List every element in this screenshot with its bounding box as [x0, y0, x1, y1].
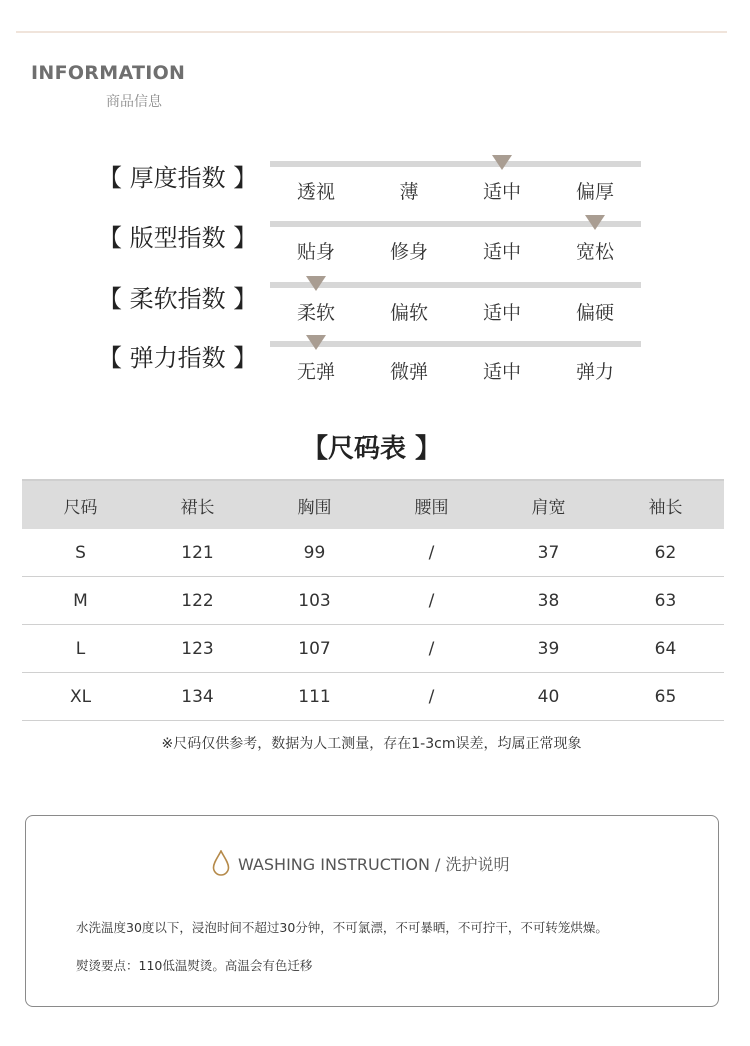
size-chart-title: 【尺码表 】: [301, 434, 442, 464]
index-option: 薄: [399, 181, 419, 203]
washing-header: [212, 848, 510, 878]
table-cell: 134: [139, 673, 256, 721]
table-cell: 65: [607, 673, 724, 721]
size-table: [22, 479, 724, 721]
index-option: 透视: [296, 181, 335, 203]
index-label: 【 柔软指数 】: [98, 285, 258, 313]
index-option: 适中: [482, 361, 521, 383]
table-cell: /: [373, 529, 490, 577]
column-header: 肩宽: [490, 480, 607, 529]
table-cell: M: [22, 577, 139, 625]
index-option: 贴身: [296, 241, 335, 263]
table-cell: 38: [490, 577, 607, 625]
index-option: 宽松: [575, 241, 614, 263]
column-header: 胸围: [256, 480, 373, 529]
table-cell: 122: [139, 577, 256, 625]
table-cell: 39: [490, 625, 607, 673]
index-label: 【 厚度指数 】: [98, 164, 258, 192]
table-cell: /: [373, 673, 490, 721]
table-cell: L: [22, 625, 139, 673]
table-cell: 107: [256, 625, 373, 673]
index-option: 偏硬: [575, 302, 614, 324]
index-option: 偏软: [389, 302, 428, 324]
washing-title: WASHING INSTRUCTION / 洗护说明: [238, 854, 510, 874]
table-cell: 64: [607, 625, 724, 673]
info-title: INFORMATION: [31, 62, 186, 84]
index-option: 弹力: [575, 361, 614, 383]
index-option: 适中: [482, 302, 521, 324]
index-option: 适中: [482, 181, 521, 203]
table-cell: 62: [607, 529, 724, 577]
table-cell: XL: [22, 673, 139, 721]
column-header: 腰围: [373, 480, 490, 529]
index-label: 【 版型指数 】: [98, 224, 258, 252]
column-header: 袖长: [607, 480, 724, 529]
table-header-row: [22, 480, 724, 529]
index-option: 修身: [389, 241, 428, 263]
washing-line-1: 水洗温度30度以下，浸泡时间不超过30分钟，不可氯漂，不可暴晒，不可拧干，不可转笼烘燥。: [76, 920, 608, 935]
table-cell: /: [373, 625, 490, 673]
table-cell: 123: [139, 625, 256, 673]
index-label: 【 弹力指数 】: [98, 344, 258, 372]
column-header: 尺码: [22, 480, 139, 529]
table-cell: 121: [139, 529, 256, 577]
index-option: 适中: [482, 241, 521, 263]
index-marker: [492, 155, 512, 170]
table-cell: 99: [256, 529, 373, 577]
index-option: 微弹: [389, 361, 428, 383]
table-cell: S: [22, 529, 139, 577]
washing-instruction-box: [25, 815, 719, 1007]
table-cell: /: [373, 577, 490, 625]
table-cell: 40: [490, 673, 607, 721]
index-option: 柔软: [296, 302, 335, 324]
table-row: [22, 529, 724, 577]
table-row: [22, 577, 724, 625]
column-header: 裙长: [139, 480, 256, 529]
table-cell: 103: [256, 577, 373, 625]
index-option: 偏厚: [575, 181, 614, 203]
table-cell: 111: [256, 673, 373, 721]
top-divider: [16, 31, 727, 33]
index-marker: [585, 215, 605, 230]
table-cell: 63: [607, 577, 724, 625]
table-row: [22, 625, 724, 673]
index-marker: [306, 335, 326, 350]
size-note: ※尺码仅供参考，数据为人工测量，存在1-3cm误差，均属正常现象: [161, 736, 582, 752]
table-row: [22, 673, 724, 721]
water-drop-icon: [212, 850, 230, 876]
index-scale-bar: [270, 161, 641, 167]
washing-line-2: 熨烫要点：110低温熨烫。高温会有色迁移: [76, 958, 313, 973]
index-marker: [306, 276, 326, 291]
info-subtitle: 商品信息: [106, 94, 162, 110]
table-cell: 37: [490, 529, 607, 577]
index-option: 无弹: [296, 361, 335, 383]
